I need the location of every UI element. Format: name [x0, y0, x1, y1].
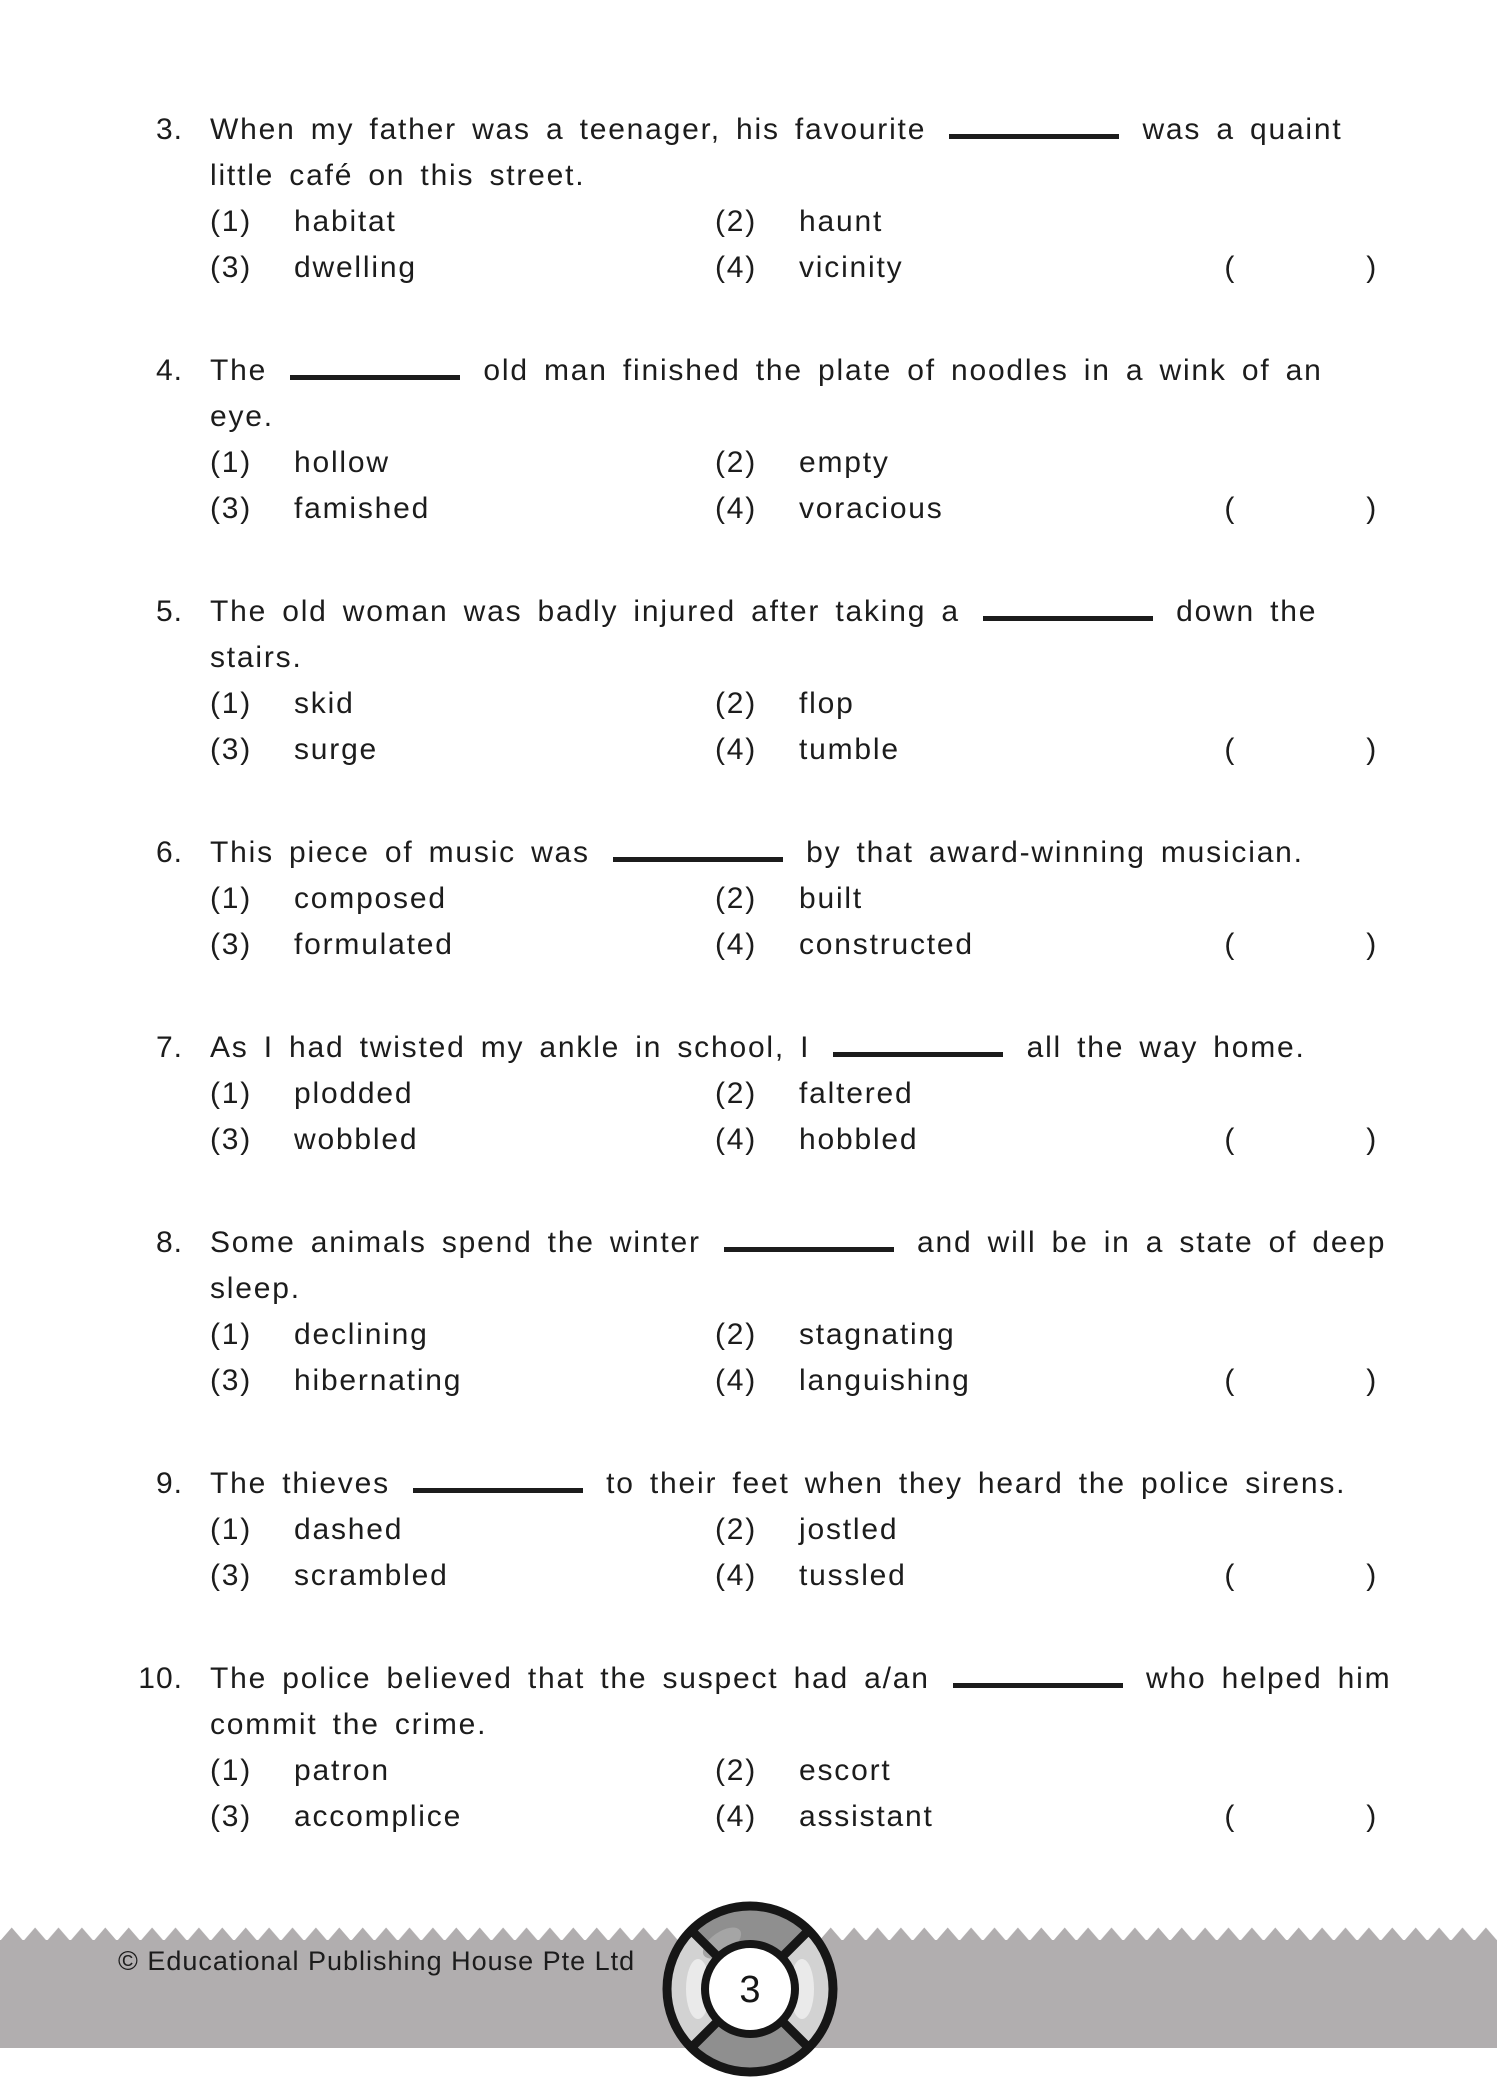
- question-number: 5.: [155, 595, 183, 628]
- option-3-label: (3): [210, 1559, 253, 1592]
- option-2-text: faltered: [799, 1077, 914, 1110]
- options-row-2: [210, 245, 1378, 291]
- question-5: [110, 589, 1400, 773]
- option-1-text: patron: [294, 1754, 390, 1787]
- stem-text-after: by that award-winning musician.: [806, 836, 1304, 869]
- option-2: [715, 876, 1220, 922]
- options-row-1: [210, 1312, 1378, 1358]
- question-10: [110, 1656, 1400, 1840]
- answer-gap: [1236, 727, 1366, 773]
- option-2-text: built: [799, 882, 864, 915]
- answer-paren-open: (: [1224, 1364, 1237, 1397]
- option-4-label: (4): [715, 1123, 758, 1156]
- option-4-label: (4): [715, 1800, 758, 1833]
- option-1: [210, 1748, 715, 1794]
- option-4: [715, 245, 1220, 291]
- question-body: [210, 348, 1378, 532]
- answer-gap: [1236, 1553, 1366, 1599]
- option-4-text: constructed: [799, 928, 974, 961]
- option-2-label: (2): [715, 687, 758, 720]
- option-1: [210, 1312, 715, 1358]
- option-4-label: (4): [715, 733, 758, 766]
- options-row-2: [210, 1117, 1378, 1163]
- option-2-text: stagnating: [799, 1318, 956, 1351]
- option-3-label: (3): [210, 1364, 253, 1397]
- option-1-label: (1): [210, 446, 253, 479]
- question-stem-line2: little café on this street.: [210, 159, 586, 192]
- options-row-2: [210, 1794, 1378, 1840]
- options-row-1: [210, 876, 1378, 922]
- answer-parentheses: [1224, 727, 1378, 773]
- question-body: [210, 107, 1378, 291]
- option-4: [715, 1794, 1220, 1840]
- question-list: [110, 107, 1400, 1897]
- answer-gap: [1236, 1794, 1366, 1840]
- option-3: [210, 727, 715, 773]
- option-1-text: composed: [294, 882, 447, 915]
- answer-paren-open: (: [1224, 1800, 1237, 1833]
- option-2: [715, 1312, 1220, 1358]
- question-9: [110, 1461, 1400, 1599]
- question-body: [210, 589, 1378, 773]
- question-4: [110, 348, 1400, 532]
- fill-blank-line: [724, 1247, 894, 1252]
- fill-blank-line: [833, 1052, 1003, 1057]
- stem-text-after: all the way home.: [1026, 1031, 1306, 1064]
- option-1-label: (1): [210, 1513, 253, 1546]
- option-1-label: (1): [210, 1754, 253, 1787]
- option-4-label: (4): [715, 251, 758, 284]
- question-stem-line2: eye.: [210, 400, 274, 433]
- question-stem: [210, 1656, 1392, 1702]
- option-1-text: declining: [294, 1318, 429, 1351]
- question-number: 4.: [155, 354, 183, 387]
- question-stem: [210, 107, 1378, 153]
- question-stem-line2: commit the crime.: [210, 1708, 488, 1741]
- options-row-1: [210, 1071, 1378, 1117]
- option-1: [210, 876, 715, 922]
- question-stem-line2: stairs.: [210, 641, 303, 674]
- option-4: [715, 922, 1220, 968]
- lifebuoy-page-badge: [662, 1901, 838, 2077]
- stem-text-before: As I had twisted my ankle in school, I: [210, 1031, 811, 1064]
- option-4-label: (4): [715, 1364, 758, 1397]
- option-1-text: plodded: [294, 1077, 414, 1110]
- question-3: [110, 107, 1400, 291]
- option-4-text: tumble: [799, 733, 900, 766]
- option-3: [210, 1117, 715, 1163]
- option-1-label: (1): [210, 1318, 253, 1351]
- option-4: [715, 486, 1220, 532]
- option-1-label: (1): [210, 1077, 253, 1110]
- answer-gap: [1236, 1358, 1366, 1404]
- fill-blank-line: [949, 134, 1119, 139]
- question-8: [110, 1220, 1400, 1404]
- options-row-1: [210, 681, 1378, 727]
- option-2-label: (2): [715, 1077, 758, 1110]
- question-stem: [210, 1025, 1378, 1071]
- answer-parentheses: [1224, 1794, 1378, 1840]
- answer-paren-open: (: [1224, 1559, 1237, 1592]
- question-number: 3.: [155, 113, 183, 146]
- options-row-1: [210, 1507, 1378, 1553]
- option-1: [210, 199, 715, 245]
- answer-parentheses: [1224, 1553, 1378, 1599]
- fill-blank-line: [953, 1683, 1123, 1688]
- option-1: [210, 440, 715, 486]
- fill-blank-line: [613, 857, 783, 862]
- option-4-label: (4): [715, 928, 758, 961]
- option-2-label: (2): [715, 446, 758, 479]
- question-number: 10.: [138, 1662, 183, 1695]
- stem-text-before: Some animals spend the winter: [210, 1226, 701, 1259]
- answer-paren-close: ): [1366, 1123, 1378, 1156]
- page-number: 3: [739, 1969, 761, 2011]
- question-number: 9.: [155, 1467, 183, 1500]
- question-body: [210, 1461, 1378, 1599]
- answer-gap: [1236, 486, 1366, 532]
- answer-paren-close: ): [1366, 492, 1378, 525]
- question-body: [210, 830, 1378, 968]
- stem-text-after: old man finished the plate of noodles in a wink of an: [483, 354, 1323, 387]
- option-3-label: (3): [210, 251, 253, 284]
- question-stem: [210, 1461, 1378, 1507]
- question-number: 7.: [155, 1031, 183, 1064]
- option-3-text: hibernating: [294, 1364, 463, 1397]
- option-2-label: (2): [715, 1513, 758, 1546]
- option-4: [715, 1117, 1220, 1163]
- option-3: [210, 1358, 715, 1404]
- option-3: [210, 922, 715, 968]
- option-3: [210, 1553, 715, 1599]
- option-1-text: hollow: [294, 446, 390, 479]
- question-stem: [210, 348, 1378, 394]
- fill-blank-line: [413, 1488, 583, 1493]
- question-stem-line2: sleep.: [210, 1272, 301, 1305]
- option-1: [210, 1071, 715, 1117]
- options-row-2: [210, 727, 1378, 773]
- option-1-label: (1): [210, 205, 253, 238]
- stem-text-after: to their feet when they heard the police sirens.: [606, 1467, 1347, 1500]
- option-3-text: scrambled: [294, 1559, 449, 1592]
- option-4-text: hobbled: [799, 1123, 919, 1156]
- option-3-text: surge: [294, 733, 379, 766]
- question-body: [210, 1220, 1387, 1404]
- option-4-label: (4): [715, 1559, 758, 1592]
- answer-parentheses: [1224, 1117, 1378, 1163]
- option-4: [715, 727, 1220, 773]
- option-3-label: (3): [210, 733, 253, 766]
- option-4: [715, 1553, 1220, 1599]
- option-2-label: (2): [715, 1318, 758, 1351]
- answer-gap: [1236, 245, 1366, 291]
- option-2: [715, 1071, 1220, 1117]
- option-2: [715, 1748, 1220, 1794]
- answer-paren-open: (: [1224, 928, 1237, 961]
- option-2-label: (2): [715, 882, 758, 915]
- option-4-text: voracious: [799, 492, 944, 525]
- option-4-text: vicinity: [799, 251, 904, 284]
- option-1-text: skid: [294, 687, 355, 720]
- answer-parentheses: [1224, 245, 1378, 291]
- answer-gap: [1236, 922, 1366, 968]
- option-4-text: assistant: [799, 1800, 934, 1833]
- stem-text-before: When my father was a teenager, his favourite: [210, 113, 927, 146]
- option-2-text: empty: [799, 446, 890, 479]
- copyright-text: © Educational Publishing House Pte Ltd: [118, 1946, 636, 1976]
- option-2-label: (2): [715, 1754, 758, 1787]
- option-2: [715, 681, 1220, 727]
- option-1-text: habitat: [294, 205, 397, 238]
- option-3-label: (3): [210, 1800, 253, 1833]
- option-1: [210, 681, 715, 727]
- option-3-label: (3): [210, 1123, 253, 1156]
- option-3-label: (3): [210, 492, 253, 525]
- options-row-2: [210, 1553, 1378, 1599]
- stem-text-before: The thieves: [210, 1467, 390, 1500]
- answer-paren-close: ): [1366, 1800, 1378, 1833]
- options-row-1: [210, 440, 1378, 486]
- option-2: [715, 199, 1220, 245]
- question-number: 6.: [155, 836, 183, 869]
- question-stem: [210, 830, 1378, 876]
- option-1-label: (1): [210, 687, 253, 720]
- answer-gap: [1236, 1117, 1366, 1163]
- answer-parentheses: [1224, 922, 1378, 968]
- answer-paren-close: ): [1366, 1559, 1378, 1592]
- option-3-text: dwelling: [294, 251, 417, 284]
- option-3: [210, 486, 715, 532]
- stem-text-after: and will be in a state of deep: [917, 1226, 1387, 1259]
- question-number: 8.: [155, 1226, 183, 1259]
- option-2-text: escort: [799, 1754, 892, 1787]
- answer-paren-open: (: [1224, 492, 1237, 525]
- options-row-2: [210, 922, 1378, 968]
- option-3-text: formulated: [294, 928, 454, 961]
- option-4-label: (4): [715, 492, 758, 525]
- answer-paren-open: (: [1224, 251, 1237, 284]
- answer-paren-close: ): [1366, 251, 1378, 284]
- options-row-1: [210, 1748, 1378, 1794]
- option-2-text: flop: [799, 687, 855, 720]
- answer-parentheses: [1224, 486, 1378, 532]
- option-2-text: haunt: [799, 205, 884, 238]
- option-4-text: languishing: [799, 1364, 971, 1397]
- option-2: [715, 1507, 1220, 1553]
- answer-paren-open: (: [1224, 1123, 1237, 1156]
- stem-text-after: down the: [1176, 595, 1318, 628]
- option-3-text: accomplice: [294, 1800, 463, 1833]
- question-7: [110, 1025, 1400, 1163]
- option-3: [210, 245, 715, 291]
- answer-paren-close: ): [1366, 1364, 1378, 1397]
- question-stem: [210, 1220, 1387, 1266]
- stem-text-before: The old woman was badly injured after taking a: [210, 595, 960, 628]
- options-row-2: [210, 486, 1378, 532]
- stem-text-before: This piece of music was: [210, 836, 590, 869]
- option-2-text: jostled: [799, 1513, 899, 1546]
- stem-text-before: The police believed that the suspect had a/an: [210, 1662, 930, 1695]
- option-3: [210, 1794, 715, 1840]
- option-1-text: dashed: [294, 1513, 404, 1546]
- stem-text-after: who helped him: [1146, 1662, 1392, 1695]
- question-6: [110, 830, 1400, 968]
- option-2: [715, 440, 1220, 486]
- stem-text-after: was a quaint: [1142, 113, 1343, 146]
- option-1-label: (1): [210, 882, 253, 915]
- question-stem: [210, 589, 1378, 635]
- option-4: [715, 1358, 1220, 1404]
- option-4-text: tussled: [799, 1559, 907, 1592]
- fill-blank-line: [290, 375, 460, 380]
- options-row-2: [210, 1358, 1378, 1404]
- answer-paren-close: ): [1366, 733, 1378, 766]
- question-body: [210, 1656, 1392, 1840]
- option-3-label: (3): [210, 928, 253, 961]
- fill-blank-line: [983, 616, 1153, 621]
- stem-text-before: The: [210, 354, 268, 387]
- option-2-label: (2): [715, 205, 758, 238]
- option-3-text: famished: [294, 492, 431, 525]
- answer-paren-close: ): [1366, 928, 1378, 961]
- options-row-1: [210, 199, 1378, 245]
- answer-paren-open: (: [1224, 733, 1237, 766]
- question-body: [210, 1025, 1378, 1163]
- option-3-text: wobbled: [294, 1123, 419, 1156]
- answer-parentheses: [1224, 1358, 1378, 1404]
- option-1: [210, 1507, 715, 1553]
